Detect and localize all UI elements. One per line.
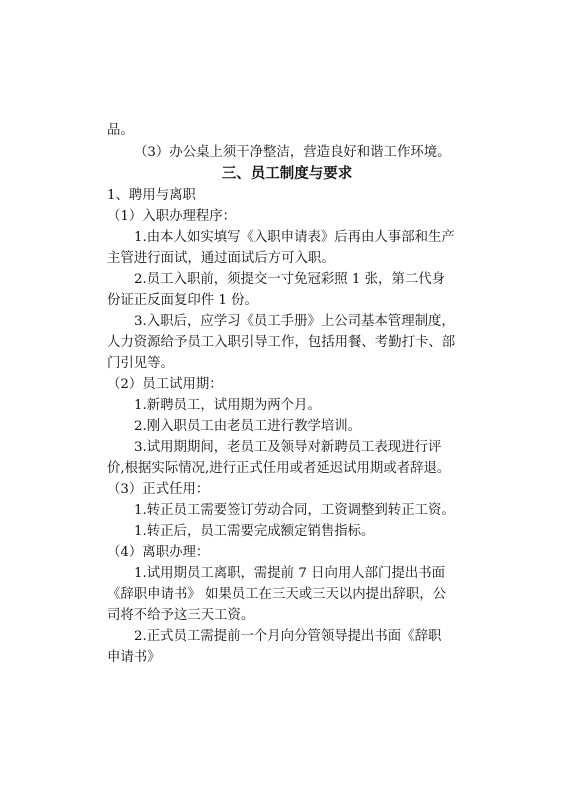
text-line: 价,根据实际情况,进行正式任用或者延迟试用期或者辞退。 (107, 461, 451, 476)
text-line: 1.转正后，员工需要完成额定销售指标。 (134, 524, 375, 539)
text-line: 门引见等。 (107, 356, 174, 371)
text-line: （1）入职办理程序： (107, 209, 237, 224)
text-line: （3）正式任用： (107, 482, 210, 497)
text-line: 1.转正员工需要签订劳动合同，工资调整到转正工资。 (134, 503, 455, 518)
text-line: （3）办公桌上须干净整洁，营造良好和谐工作环境。 (134, 145, 451, 160)
text-line: 申请书》 (107, 650, 161, 665)
text-line: 1.由本人如实填写《入职申请表》后再由人事部和生产 (134, 230, 455, 245)
text-line: 3.入职后，应学习《员工手册》上公司基本管理制度， (134, 314, 455, 329)
section-title: 三、员工制度与要求 (221, 166, 353, 182)
text-line: 3.试用期期间，老员工及领导对新聘员工表现进行评 (134, 440, 442, 455)
text-line: （4）离职办理： (107, 545, 210, 560)
text-line: 1.试用期员工离职，需提前 7 日向用人部门提出书面 (134, 566, 446, 581)
text-line: 2.正式员工需提前一个月向分管领导提出书面《辞职 (134, 629, 442, 644)
text-line: 1.新聘员工，试用期为两个月。 (134, 398, 321, 413)
text-line: 份证正反面复印件 1 份。 (107, 293, 258, 308)
text-line: 品。 (107, 123, 134, 138)
text-line: （2）员工试用期： (107, 377, 223, 392)
text-line: 1、聘用与离职 (107, 188, 196, 203)
text-line: 《辞职申请书》 如果员工在三天或三天以内提出辞职，公 (107, 587, 447, 602)
text-line: 主管进行面试，通过面试后方可入职。 (107, 251, 335, 266)
text-line: 司将不给予这三天工资。 (107, 608, 255, 623)
text-line: 2.刚入职员工由老员工进行教学培训。 (134, 419, 362, 434)
text-line: 人力资源给予员工入职引导工作，包括用餐、考勤打卡、部 (107, 335, 456, 350)
text-line: 2.员工入职前，须提交一寸免冠彩照 1 张，第二代身 (134, 272, 446, 287)
